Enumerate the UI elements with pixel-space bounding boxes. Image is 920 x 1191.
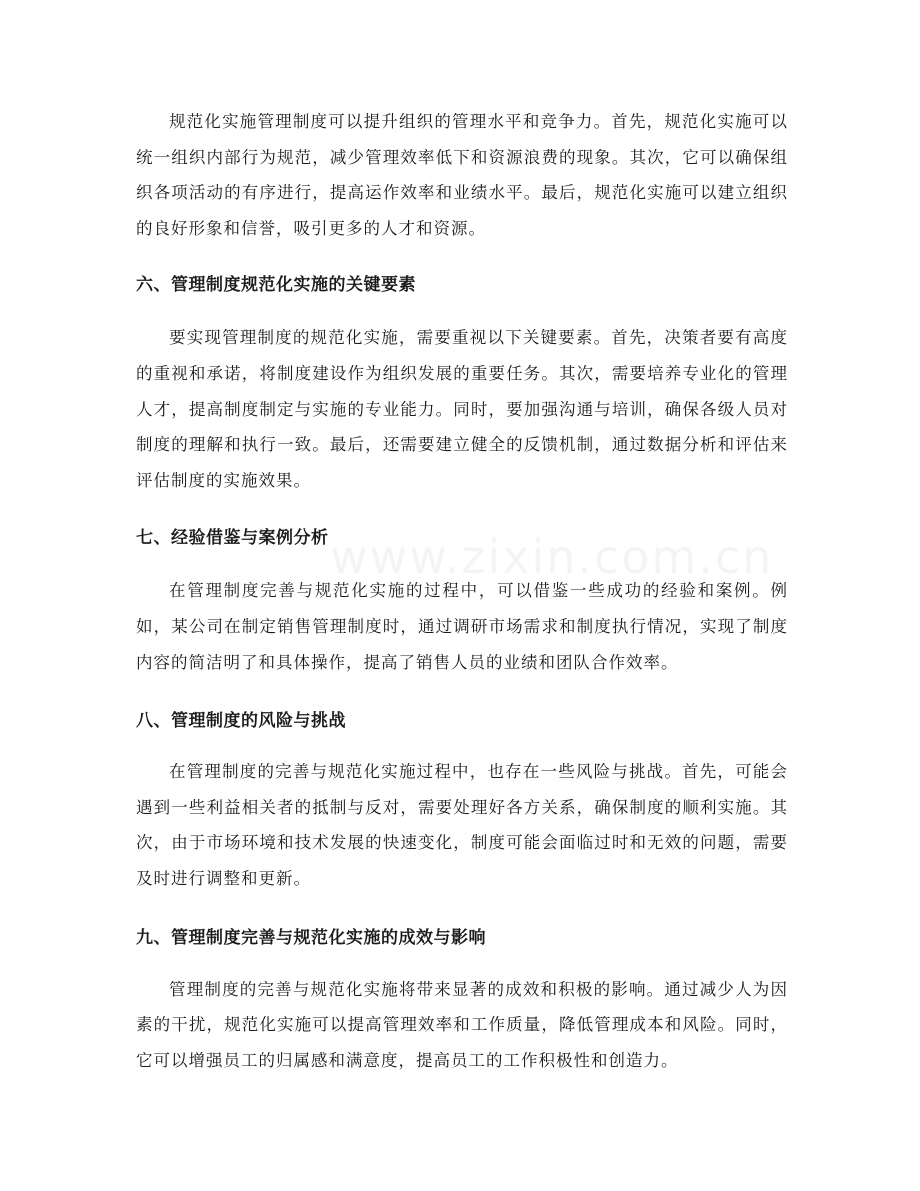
document-body (136, 104, 788, 1078)
paragraph-risks: 在管理制度的完善与规范化实施过程中，也存在一些风险与挑战。首先，可能会遇到一些利益相关者的抵制与反对，需要处理好各方关系，确保制度的顺利实施。其次，由于市场环境和技术发展的快速变化，制度可能会面临过时和无效的问题，需要及时进行调整和更新。 (136, 762, 788, 888)
section-heading-6: 六、管理制度规范化实施的关键要素 (136, 275, 416, 296)
paragraph-key-elements: 要实现管理制度的规范化实施，需要重视以下关键要素。首先，决策者要有高度的重视和承诺，将制度建设作为组织发展的重要任务。其次，需要培养专业化的管理人才，提高制度制定与实施的专业能力。同时，要加强沟通与培训，确保各级人员对制度的理解和执行一致。最后，还需要建立健全的反馈机制，通过数据分析和评估来评估制度的实施效果。 (136, 328, 788, 490)
section-heading-9: 九、管理制度完善与规范化实施的成效与影响 (136, 927, 486, 948)
paragraph-case-study: 在管理制度完善与规范化实施的过程中，可以借鉴一些成功的经验和案例。例如，某公司在制定销售管理制度时，通过调研市场需求和制度执行情况，实现了制度内容的简洁明了和具体操作，提高了销售人员的业绩和团队合作效率。 (136, 581, 788, 672)
paragraph-benefits: 规范化实施管理制度可以提升组织的管理水平和竞争力。首先，规范化实施可以统一组织内部行为规范，减少管理效率低下和资源浪费的现象。其次，它可以确保组织各项活动的有序进行，提高运作效率和业绩水平。最后，规范化实施可以建立组织的良好形象和信誉，吸引更多的人才和资源。 (136, 112, 788, 238)
section-heading-8: 八、管理制度的风险与挑战 (136, 711, 346, 732)
section-heading-7: 七、经验借鉴与案例分析 (136, 528, 329, 549)
paragraph-effects: 管理制度的完善与规范化实施将带来显著的成效和积极的影响。通过减少人为因素的干扰，规范化实施可以提高管理效率和工作质量，降低管理成本和风险。同时，它可以增强员工的归属感和满意度，提高员工的工作积极性和创造力。 (136, 979, 788, 1070)
